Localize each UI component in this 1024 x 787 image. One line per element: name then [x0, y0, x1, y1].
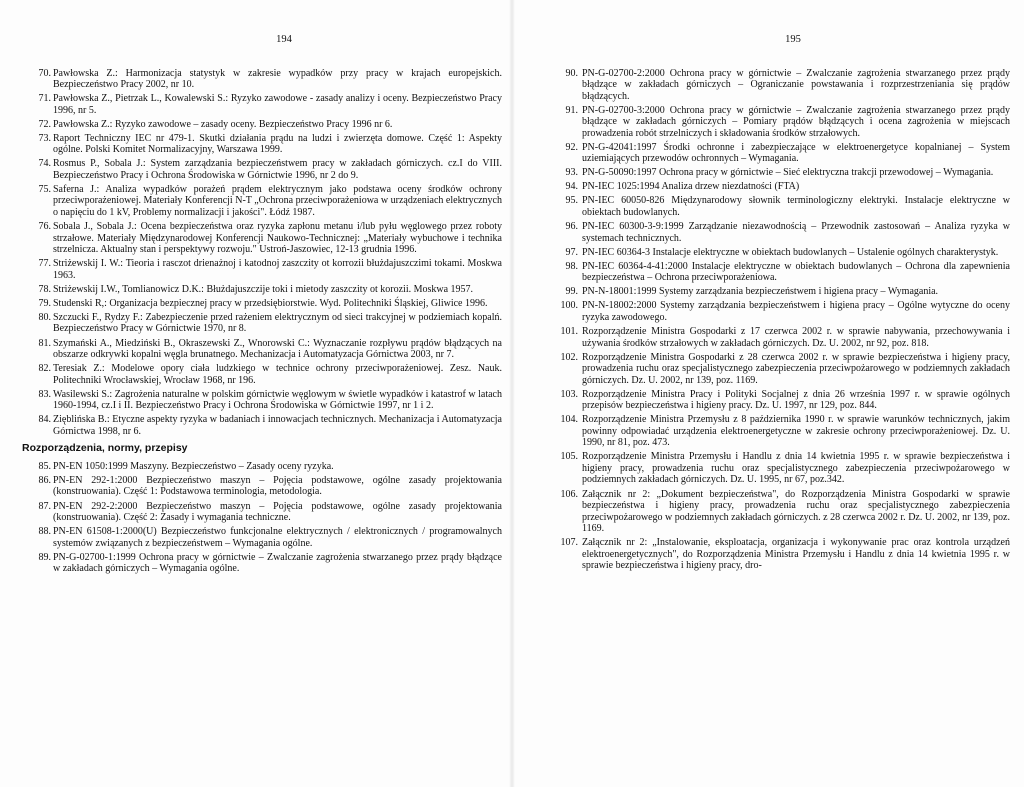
reference-entry — [36, 93, 502, 116]
reference-text: PN-G-50090:1997 Ochrona pracy w górnictwie – Sieć elektryczna trakcji przewodowej – Wymagania. — [582, 167, 994, 179]
reference-entry — [36, 68, 502, 91]
reference-entry — [556, 489, 1010, 535]
reference-entry — [36, 298, 502, 310]
reference-entry — [556, 221, 1010, 244]
reference-entry — [556, 286, 1010, 298]
reference-number: 97. — [565, 246, 578, 258]
reference-number: 100. — [560, 300, 578, 312]
reference-number: 87. — [38, 500, 51, 512]
reference-text: Striżewskij I.W., Tomlianowicz D.K.: Błużdajuszczije toki i mietody zaszczity ot korozii. Moskwa 1957. — [53, 283, 474, 295]
reference-number: 89. — [38, 551, 51, 563]
reference-text: Pawłowska Z.: Ryzyko zawodowe – zasady oceny. Bezpieczeństwo Pracy 1996 nr 6. — [53, 118, 393, 130]
reference-entry — [36, 338, 502, 361]
reference-entry — [556, 300, 1010, 323]
reference-text: PN-IEC 1025:1994 Analiza drzew niezdatności (FTA) — [582, 181, 800, 193]
reference-entry — [556, 167, 1010, 179]
right-page — [512, 0, 1024, 787]
reference-entry — [556, 352, 1010, 387]
page-number: 194 — [276, 34, 292, 45]
reference-text: Rozporządzenie Ministra Pracy i Polityki Socjalnej z dnia 26 września 1997 r. w sprawie ogólnych przepisów bezpieczeństwa i higieny pracy. Dz. U. 1997, nr 129, poz. 844. — [582, 388, 1010, 412]
reference-text: Pawłowska Z., Pietrzak L., Kowalewski S.: Ryzyko zawodowe - zasady analizy i oceny. Bezpieczeństwo Pracy 1996, nr 5. — [53, 93, 502, 116]
reference-entry — [556, 537, 1010, 572]
reference-text: Teresiak Z.: Modelowe opory ciała ludzkiego w technice ochrony przeciwporażeniowej. Zesz. Nauk. Politechniki Wrocławskiej, Wrocław 1968, nr 196. — [53, 363, 502, 386]
reference-text: PN-IEC 60364-4-41:2000 Instalacje elektryczne w obiektach budowlanych – Ochrona dla zapewnienia bezpieczeństwa – Ochrona przeciwporażeniowa. — [582, 260, 1010, 284]
reference-number: 75. — [38, 183, 51, 195]
reference-number: 70. — [38, 67, 51, 79]
reference-entry — [556, 389, 1010, 412]
reference-text: PN-EN 1050:1999 Maszyny. Bezpieczeństwo – Zasady oceny ryzyka. — [53, 460, 334, 472]
reference-list — [36, 68, 502, 438]
reference-number: 77. — [38, 258, 51, 270]
reference-number: 81. — [38, 337, 51, 349]
reference-number: 98. — [565, 260, 578, 272]
reference-text: Sobala J., Sobala J.: Ocena bezpieczeństwa oraz ryzyka zapłonu metanu i/lub pyłu węglowego przez roboty strzałowe. Materiały Międzynarodowej Konferencji Naukowo-Technicznej: „Materiały wybuchowe i technika strzelnicza. Aktualny stan i perspektywy rozwoju." Ustroń-Jaszowiec, 12-13 grudnia 1996. — [53, 221, 502, 256]
reference-number: 93. — [565, 167, 578, 179]
reference-number: 92. — [565, 141, 578, 153]
reference-text: PN-G-02700-2:2000 Ochrona pracy w górnictwie – Zwalczanie zagrożenia stwarzanego przez prądy błądzące w zakładach górniczych – Ograniczanie powstawania i rozprzestrzeniania się prądów błądzących. — [582, 67, 1010, 102]
reference-number: 73. — [38, 132, 51, 144]
reference-number: 80. — [38, 311, 51, 323]
reference-text: Rozporządzenie Ministra Przemysłu z 8 października 1990 r. w sprawie warunków technicznych, jakim powinny odpowiadać urządzenia elektroenergetyczne w zakresie ochrony przeciwporażeniowej. Dz. U. 1990, nr 81, poz. 473. — [582, 414, 1010, 449]
reference-number: 79. — [38, 297, 51, 309]
reference-text: Zięblińska B.: Etyczne aspekty ryzyka w badaniach i innowacjach technicznych. Mechanizacja i Automatyzacja Górnictwa 1998, nr 6. — [53, 414, 502, 437]
reference-number: 83. — [38, 388, 51, 400]
reference-text: PN-EN 292-1:2000 Bezpieczeństwo maszyn – Pojęcia podstawowe, ogólne zasady projektowania (konstruowania). Część 1: Podstawowa terminologia, metodologia. — [53, 474, 502, 498]
reference-text: PN-EN 61508-1:2000(U) Bezpieczeństwo funkcjonalne elektrycznych / elektronicznych / programowalnych systemów związanych z bezpieczeństwem – Wymagania ogólne. — [53, 526, 502, 549]
reference-text: PN-G-02700-3:2000 Ochrona pracy w górnictwie – Zwalczanie zagrożenia stwarzanego przez prądy błądzące w zakładach górniczych – Pomiary prądów błądzących i ocena zagrożenia w miejscach prowadzenia robót strzelniczych i składowania środków strzałowych. — [582, 104, 1010, 139]
reference-entry — [36, 133, 502, 156]
reference-entry — [36, 221, 502, 256]
reference-entry — [36, 552, 502, 575]
reference-entry — [36, 475, 502, 498]
reference-entry — [36, 258, 502, 281]
reference-text: Rozporządzenie Ministra Gospodarki z 28 czerwca 2002 r. w sprawie bezpieczeństwa i higieny pracy, prowadzenia ruchu oraz specjalistycznego zabezpieczenia przeciwpożarowego w podziemnych zakładach górniczych. Dz. U. 2002, nr 139, poz. 1169. — [582, 351, 1010, 386]
reference-entry — [36, 461, 502, 473]
reference-number: 85. — [38, 460, 51, 472]
reference-number: 84. — [38, 414, 51, 426]
reference-number: 90. — [565, 67, 578, 79]
reference-number: 88. — [38, 526, 51, 538]
reference-entry — [36, 526, 502, 549]
reference-number: 94. — [565, 181, 578, 193]
reference-list — [556, 68, 1010, 572]
reference-text: Saferna J.: Analiza wypadków porażeń prądem elektrycznym jako podstawa oceny środków ochrony przeciwporażeniowej. Materiały Konferencji N-T „Ochrona przeciwporażeniowa w urządzeniach elektrycznych o napięciu do 1 kV, Problemy normalizacji i jakości". Łódź 1987. — [53, 183, 502, 218]
reference-text: PN-EN 292-2:2000 Bezpieczeństwo maszyn – Pojęcia podstawowe, ogólne zasady projektowania (konstruowania). Część 2: Zasady i wymagania techniczne. — [53, 500, 502, 523]
reference-entry — [36, 312, 502, 335]
reference-text: Raport Techniczny IEC nr 479-1. Skutki działania prądu na ludzi i zwierzęta domowe. Część 1: Aspekty ogólne. Polski Komitet Normalizacyjny, Warszawa 1999. — [53, 132, 502, 156]
reference-entry — [36, 284, 502, 296]
reference-text: Szymański A., Miedziński B., Okraszewski Z., Wnorowski C.: Wyznaczanie rozpływu prądów błądzących na obszarze odkrywki kopalni węgla brunatnego. Mechanizacja i Automatyzacja Górnictwa 2003, nr 7. — [53, 337, 502, 361]
reference-entry — [36, 184, 502, 219]
reference-number: 86. — [38, 474, 51, 486]
reference-entry — [36, 389, 502, 412]
reference-entry — [556, 414, 1010, 449]
reference-text: Rozporządzenie Ministra Gospodarki z 17 czerwca 2002 r. w sprawie nabywania, przechowywania i używania środków strzałowych w zakładach górniczych. Dz. U. 2002, nr 92, poz. 818. — [582, 326, 1010, 349]
reference-text: Striżewskij I. W.: Tieoria i rasczot drienażnoj i katodnoj zaszczity ot korrozii błużdajuszczimi tokami. Moskwa 1963. — [53, 258, 502, 281]
reference-number: 105. — [560, 451, 578, 463]
reference-entry — [36, 363, 502, 386]
reference-text: Załącznik nr 2: „Instalowanie, eksploatacja, organizacja i wykonywanie prac oraz kontrola urządzeń elektroenergetycznych", do Rozporządzenia Ministra Przemysłu i Handlu z dnia 14 kwietnia 1995 r. w sprawie bezpieczeństwa i higieny pracy, dro- — [582, 537, 1010, 572]
reference-number: 102. — [560, 351, 578, 363]
reference-number: 95. — [565, 195, 578, 207]
reference-text: Pawłowska Z.: Harmonizacja statystyk w zakresie wypadków przy pracy w krajach europejskich. Bezpieczeństwo Pracy 2002, nr 10. — [53, 67, 502, 90]
section-heading: Rozporządzenia, normy, przepisy — [22, 442, 188, 455]
reference-number: 72. — [38, 118, 51, 130]
reference-number: 104. — [560, 414, 578, 426]
reference-text: PN-G-42041:1997 Środki ochronne i zabezpieczające w elektroenergetyce kopalnianej – System uziemiających przewodów ochronnych – Wymagania. — [582, 141, 1010, 165]
reference-entry — [556, 68, 1010, 103]
reference-entry — [556, 142, 1010, 165]
reference-text: PN-IEC 60300-3-9:1999 Zarządzanie niezawodnością – Przewodnik zastosowań – Analiza ryzyka w systemach technicznych. — [582, 221, 1010, 244]
reference-entry — [556, 105, 1010, 140]
page-number: 195 — [785, 34, 801, 45]
reference-number: 101. — [560, 326, 578, 338]
reference-text: PN-G-02700-1:1999 Ochrona pracy w górnictwie – Zwalczanie zagrożenia stwarzanego przez prądy błądzące w zakładach górniczych – Wymagania ogólne. — [53, 551, 502, 575]
reference-entry — [556, 261, 1010, 284]
reference-number: 74. — [38, 158, 51, 170]
reference-number: 107. — [560, 537, 578, 549]
reference-entry — [36, 414, 502, 437]
reference-text: Rosmus P., Sobala J.: System zarządzania bezpieczeństwem pracy w zakładach górniczych. cz.I do VIII. Bezpieczeństwo Pracy i Ochrona Środowiska w Górnictwie 1996, nr 2 do 9. — [53, 158, 502, 181]
reference-text: Rozporządzenie Ministra Przemysłu i Handlu z dnia 14 kwietnia 1995 r. w sprawie bezpieczeństwa i higieny pracy, prowadzenia ruchu oraz specjalistycznego zabezpieczenia przeciwpożarowego w podziemnych zakładach górniczych. Dz. U. 1995, nr 67, poz.342. — [582, 451, 1010, 486]
reference-entry — [556, 181, 1010, 193]
reference-text: PN-IEC 60050-826 Międzynarodowy słownik terminologiczny elektryki. Instalacje elektryczne w obiektach budowlanych. — [582, 195, 1010, 218]
reference-entry — [556, 247, 1010, 259]
reference-entry — [556, 451, 1010, 486]
reference-entry — [556, 326, 1010, 349]
reference-text: Wasilewski S.: Zagrożenia naturalne w polskim górnictwie węglowym w świetle wypadków i katastrof w latach 1960-1994, cz.I i II. Bezpieczeństwo Pracy i Ochrona Środowiska w Górnictwie 1997, nr 1 i 2. — [53, 388, 502, 412]
reference-number: 78. — [38, 283, 51, 295]
reference-number: 96. — [565, 221, 578, 233]
reference-text: PN-N-18002:2000 Systemy zarządzania bezpieczeństwem i higiena pracy – Ogólne wytyczne do oceny ryzyka zawodowego. — [582, 300, 1010, 323]
reference-number: 103. — [560, 388, 578, 400]
reference-entry — [36, 501, 502, 524]
reference-text: Załącznik nr 2: „Dokument bezpieczeństwa", do Rozporządzenia Ministra Gospodarki w sprawie bezpieczeństwa i higieny pracy, prowadzenia ruchu oraz specjalistycznego zabezpieczenia przeciwpożarowego w podziemnych zakładach górniczych. z 28 czerwca 2002 r. Dz. U. 2002, nr 139, poz. 1169. — [582, 488, 1010, 534]
reference-text: Studenski R,: Organizacja bezpiecznej pracy w przedsiębiorstwie. Wyd. Politechniki Śląskiej, Gliwice 1996. — [53, 297, 488, 309]
reference-number: 71. — [38, 93, 51, 105]
reference-number: 99. — [565, 286, 578, 298]
reference-text: Szczucki F., Rydzy F.: Zabezpieczenie przed rażeniem elektrycznym od sieci trakcyjnej w podziemiach kopalń. Bezpieczeństwo Pracy w Górnictwie 1970, nr 8. — [53, 311, 502, 335]
reference-number: 106. — [560, 488, 578, 500]
reference-number: 76. — [38, 221, 51, 233]
reference-entry — [36, 158, 502, 181]
reference-text: PN-N-18001:1999 Systemy zarządzania bezpieczeństwem i higiena pracy – Wymagania. — [582, 286, 939, 298]
standards-list — [36, 461, 502, 575]
reference-number: 82. — [38, 363, 51, 375]
reference-entry — [36, 119, 502, 131]
reference-entry — [556, 195, 1010, 218]
reference-text: PN-IEC 60364-3 Instalacje elektryczne w obiektach budowlanych – Ustalenie ogólnych charakterystyk. — [582, 246, 999, 258]
reference-number: 91. — [565, 104, 578, 116]
